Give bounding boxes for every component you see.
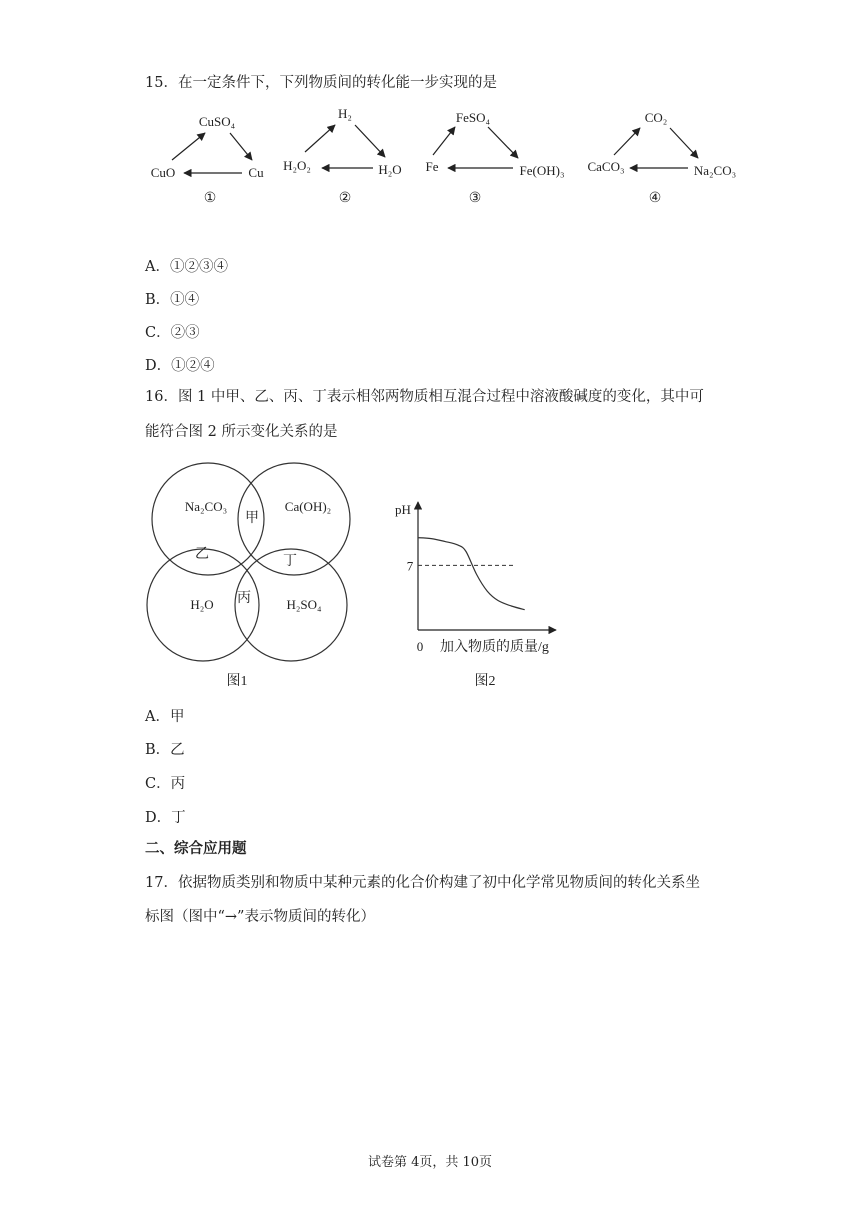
diagram-3 xyxy=(426,110,565,206)
diagram-3-top: FeSO₄ xyxy=(455,110,491,125)
q16-stem-line2: 能符合图 2 所示变化关系的是 xyxy=(145,424,338,440)
figure-1-caption: 图1 xyxy=(226,674,248,689)
diagram-1-caption: ① xyxy=(203,191,217,206)
diagram-1-left: CuO xyxy=(150,165,176,180)
diagram-1 xyxy=(151,114,264,206)
region-jia: 甲 xyxy=(245,511,259,526)
ph-chart xyxy=(418,502,556,630)
q16-option-d: D．丁 xyxy=(145,810,186,826)
diagram-4-right: Na₂CO₃ xyxy=(693,163,737,178)
q15-option-c: C．②③ xyxy=(145,325,200,341)
page-footer: 试卷第 4页，共 10页 xyxy=(367,1155,493,1170)
diagram-3-left: Fe xyxy=(425,159,439,174)
q15-diagrams xyxy=(130,100,770,215)
diagram-4 xyxy=(587,110,736,206)
diagram-3-caption: ③ xyxy=(468,191,482,206)
ph-curve xyxy=(418,538,525,610)
diagram-2-top: H₂ xyxy=(338,106,352,121)
q17-line1: 17．依据物质类别和物质中某种元素的化合价构建了初中化学常见物质间的转化关系坐 xyxy=(145,875,700,891)
ph7-label: 7 xyxy=(406,558,414,574)
diagram-3-right: Fe(OH)₃ xyxy=(519,163,565,178)
diagram-2-right: H₂O xyxy=(378,162,402,177)
q16-option-a: A．甲 xyxy=(145,709,185,725)
circle-h2so4: H₂SO₄ xyxy=(286,597,322,612)
circle-caoh2: Ca(OH)₂ xyxy=(284,499,332,514)
q17-line2: 标图（图中“→”表示物质间的转化） xyxy=(145,909,375,925)
y-axis-label: pH xyxy=(395,502,411,517)
figure-2 xyxy=(388,490,568,695)
q16-stem-line1: 16．图 1 中甲、乙、丙、丁表示相邻两物质相互混合过程中溶液酸碱度的变化，其中可 xyxy=(145,389,704,405)
diagram-4-left: CaCO₃ xyxy=(587,159,625,174)
diagram-2-left: H₂O₂ xyxy=(283,158,311,173)
circle-h2o: H₂O xyxy=(190,597,214,612)
origin-label: 0 xyxy=(416,639,424,654)
q15-option-b: B．①④ xyxy=(145,292,200,308)
region-yi: 乙 xyxy=(195,547,209,562)
q15-stem: 15．在一定条件下，下列物质间的转化能一步实现的是 xyxy=(145,75,497,91)
circle-na2co3: Na₂CO₃ xyxy=(184,499,228,514)
x-axis-label: 加入物质的质量/g xyxy=(440,640,549,655)
figure-2-caption: 图2 xyxy=(474,674,496,689)
section-2-heading: 二、综合应用题 xyxy=(145,840,247,857)
diagram-1-right: Cu xyxy=(248,165,264,180)
q15-option-a: A．①②③④ xyxy=(145,259,228,275)
diagram-2 xyxy=(283,106,402,206)
diagram-1-top: CuSO₄ xyxy=(198,114,236,129)
q16-option-c: C．丙 xyxy=(145,776,186,792)
q15-option-d: D．①②④ xyxy=(145,358,215,374)
diagram-4-top: CO₂ xyxy=(644,110,668,125)
q16-option-b: B．乙 xyxy=(145,742,185,758)
region-ding: 丁 xyxy=(283,554,297,569)
diagram-4-caption: ④ xyxy=(648,191,662,206)
figure-1 xyxy=(140,450,360,695)
diagram-2-caption: ② xyxy=(338,191,352,206)
region-bing: 丙 xyxy=(237,591,251,606)
